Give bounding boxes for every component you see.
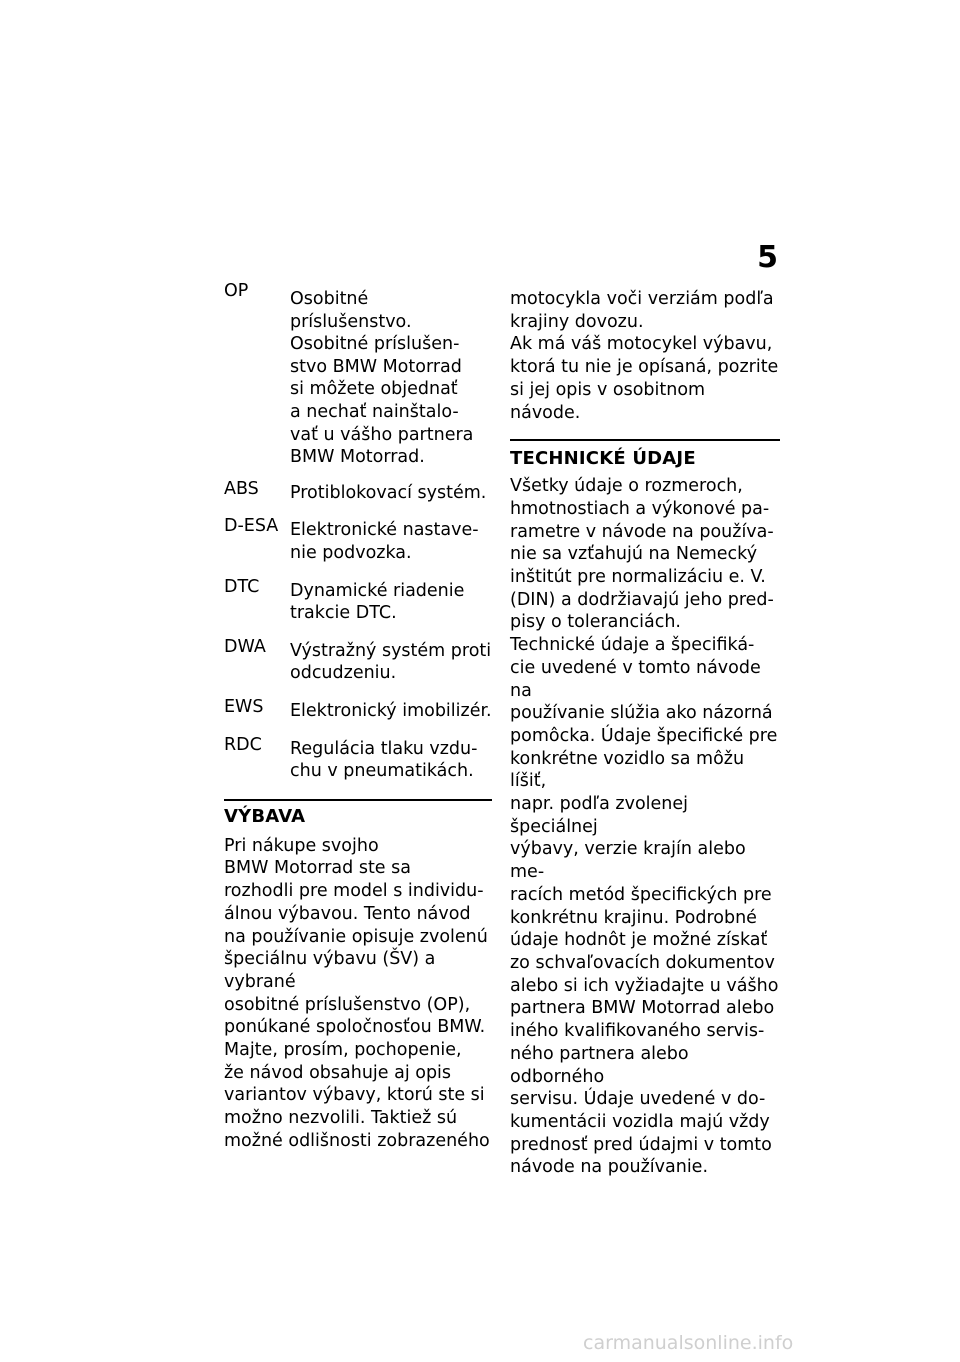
abbreviation-definition: Výstražný systém proti odcudzeniu. [290,640,492,684]
section-heading-vybava: VÝBAVA [224,805,306,827]
abbreviation-term: ABS [224,478,259,499]
vybava-body-text: Pri nákupe svojho BMW Motorrad ste sa rozhodli pre model s individu- álnou výbavou. Tento návod na používanie opisuje zvolenú špeciálnu výbavu (ŠV) a vybrané osobitné príslušenstvo (OP), ponúkané spoločnosťou BMW. Majte, prosím, pochopenie, že návod obsahuje aj opis variantov výbavy, ktorú ste si možno nezvolili. Taktiež sú možné odlišnosti zobrazeného [224,835,490,1151]
abbreviation-definition: Protiblokovací systém. [290,482,487,503]
section-divider [510,439,780,441]
abbreviation-definition: Regulácia tlaku vzdu- chu v pneumatikách. [290,738,478,782]
abbreviation-row-desa [224,516,492,564]
abbreviation-row-ews [224,696,492,723]
abbreviation-term: OP [224,281,249,301]
section-divider [224,799,492,801]
abbreviation-term: EWS [224,696,264,717]
left-column [224,281,492,1153]
abbreviation-term: RDC [224,734,262,755]
abbreviation-row-dtc [224,576,492,625]
watermark-link[interactable]: carmanualsonline.info [583,1332,794,1354]
page-number: 5 [757,240,778,275]
abbreviation-row-abs [224,478,492,505]
abbreviation-term: DTC [224,576,260,597]
abbreviation-term: D-ESA [224,516,279,537]
right-column [510,288,780,1179]
abbreviation-row-rdc [224,734,492,783]
abbreviation-list [224,281,492,783]
abbreviation-row-op [224,281,492,469]
section-heading-technicke-udaje: TECHNICKÉ ÚDAJE [510,448,696,470]
abbreviation-definition: Dynamické riadenie trakcie DTC. [290,580,465,624]
abbreviation-definition: Elektronický imobilizér. [290,700,492,721]
technicke-udaje-body-text: Všetky údaje o rozmeroch, hmotnostiach a výkonové pa- rametre v návode na používa- nie sa vzťahujú na Nemecký inštitút pre normalizáciu e. V. (DIN) a dodržiavajú jeho pred- pisy o toleranciách. Technické údaje a špecifiká- cie uvedené v tomto návode na používanie slúžia ako názorná pomôcka. Údaje špecifické pre konkrétne vozidlo sa môžu líšiť, napr. podľa zvolenej špeciálnej výbavy, verzie krajín alebo me- racích metód špecifických pre konkrétnu krajinu. Podrobné údaje hodnôt je možné získať zo schvaľovacích dokumentov alebo si ich vyžiadajte u vášho partnera BMW Motorrad alebo iného kvalifikovaného servis- ného partnera alebo odborného servisu. Údaje uvedené v do- kumentácii vozidla majú vždy prednosť pred údajmi v tomto návode na používanie. [510,476,779,1178]
abbreviation-term: DWA [224,636,266,657]
abbreviation-definition: Osobitné príslušenstvo. Osobitné príslušen- stvo BMW Motorrad si môžete objednať a nechať nainštalo- vať u vášho partnera BMW Motorrad. [290,289,474,468]
vybava-continued-text: motocykla voči verziám podľa krajiny dovozu. Ak má váš motocykel výbavu, ktorá tu nie je opísaná, pozrite si jej opis v osobitnom návode. [510,289,779,423]
abbreviation-row-dwa [224,636,492,685]
abbreviation-definition: Elektronické nastave- nie podvozka. [290,520,479,563]
